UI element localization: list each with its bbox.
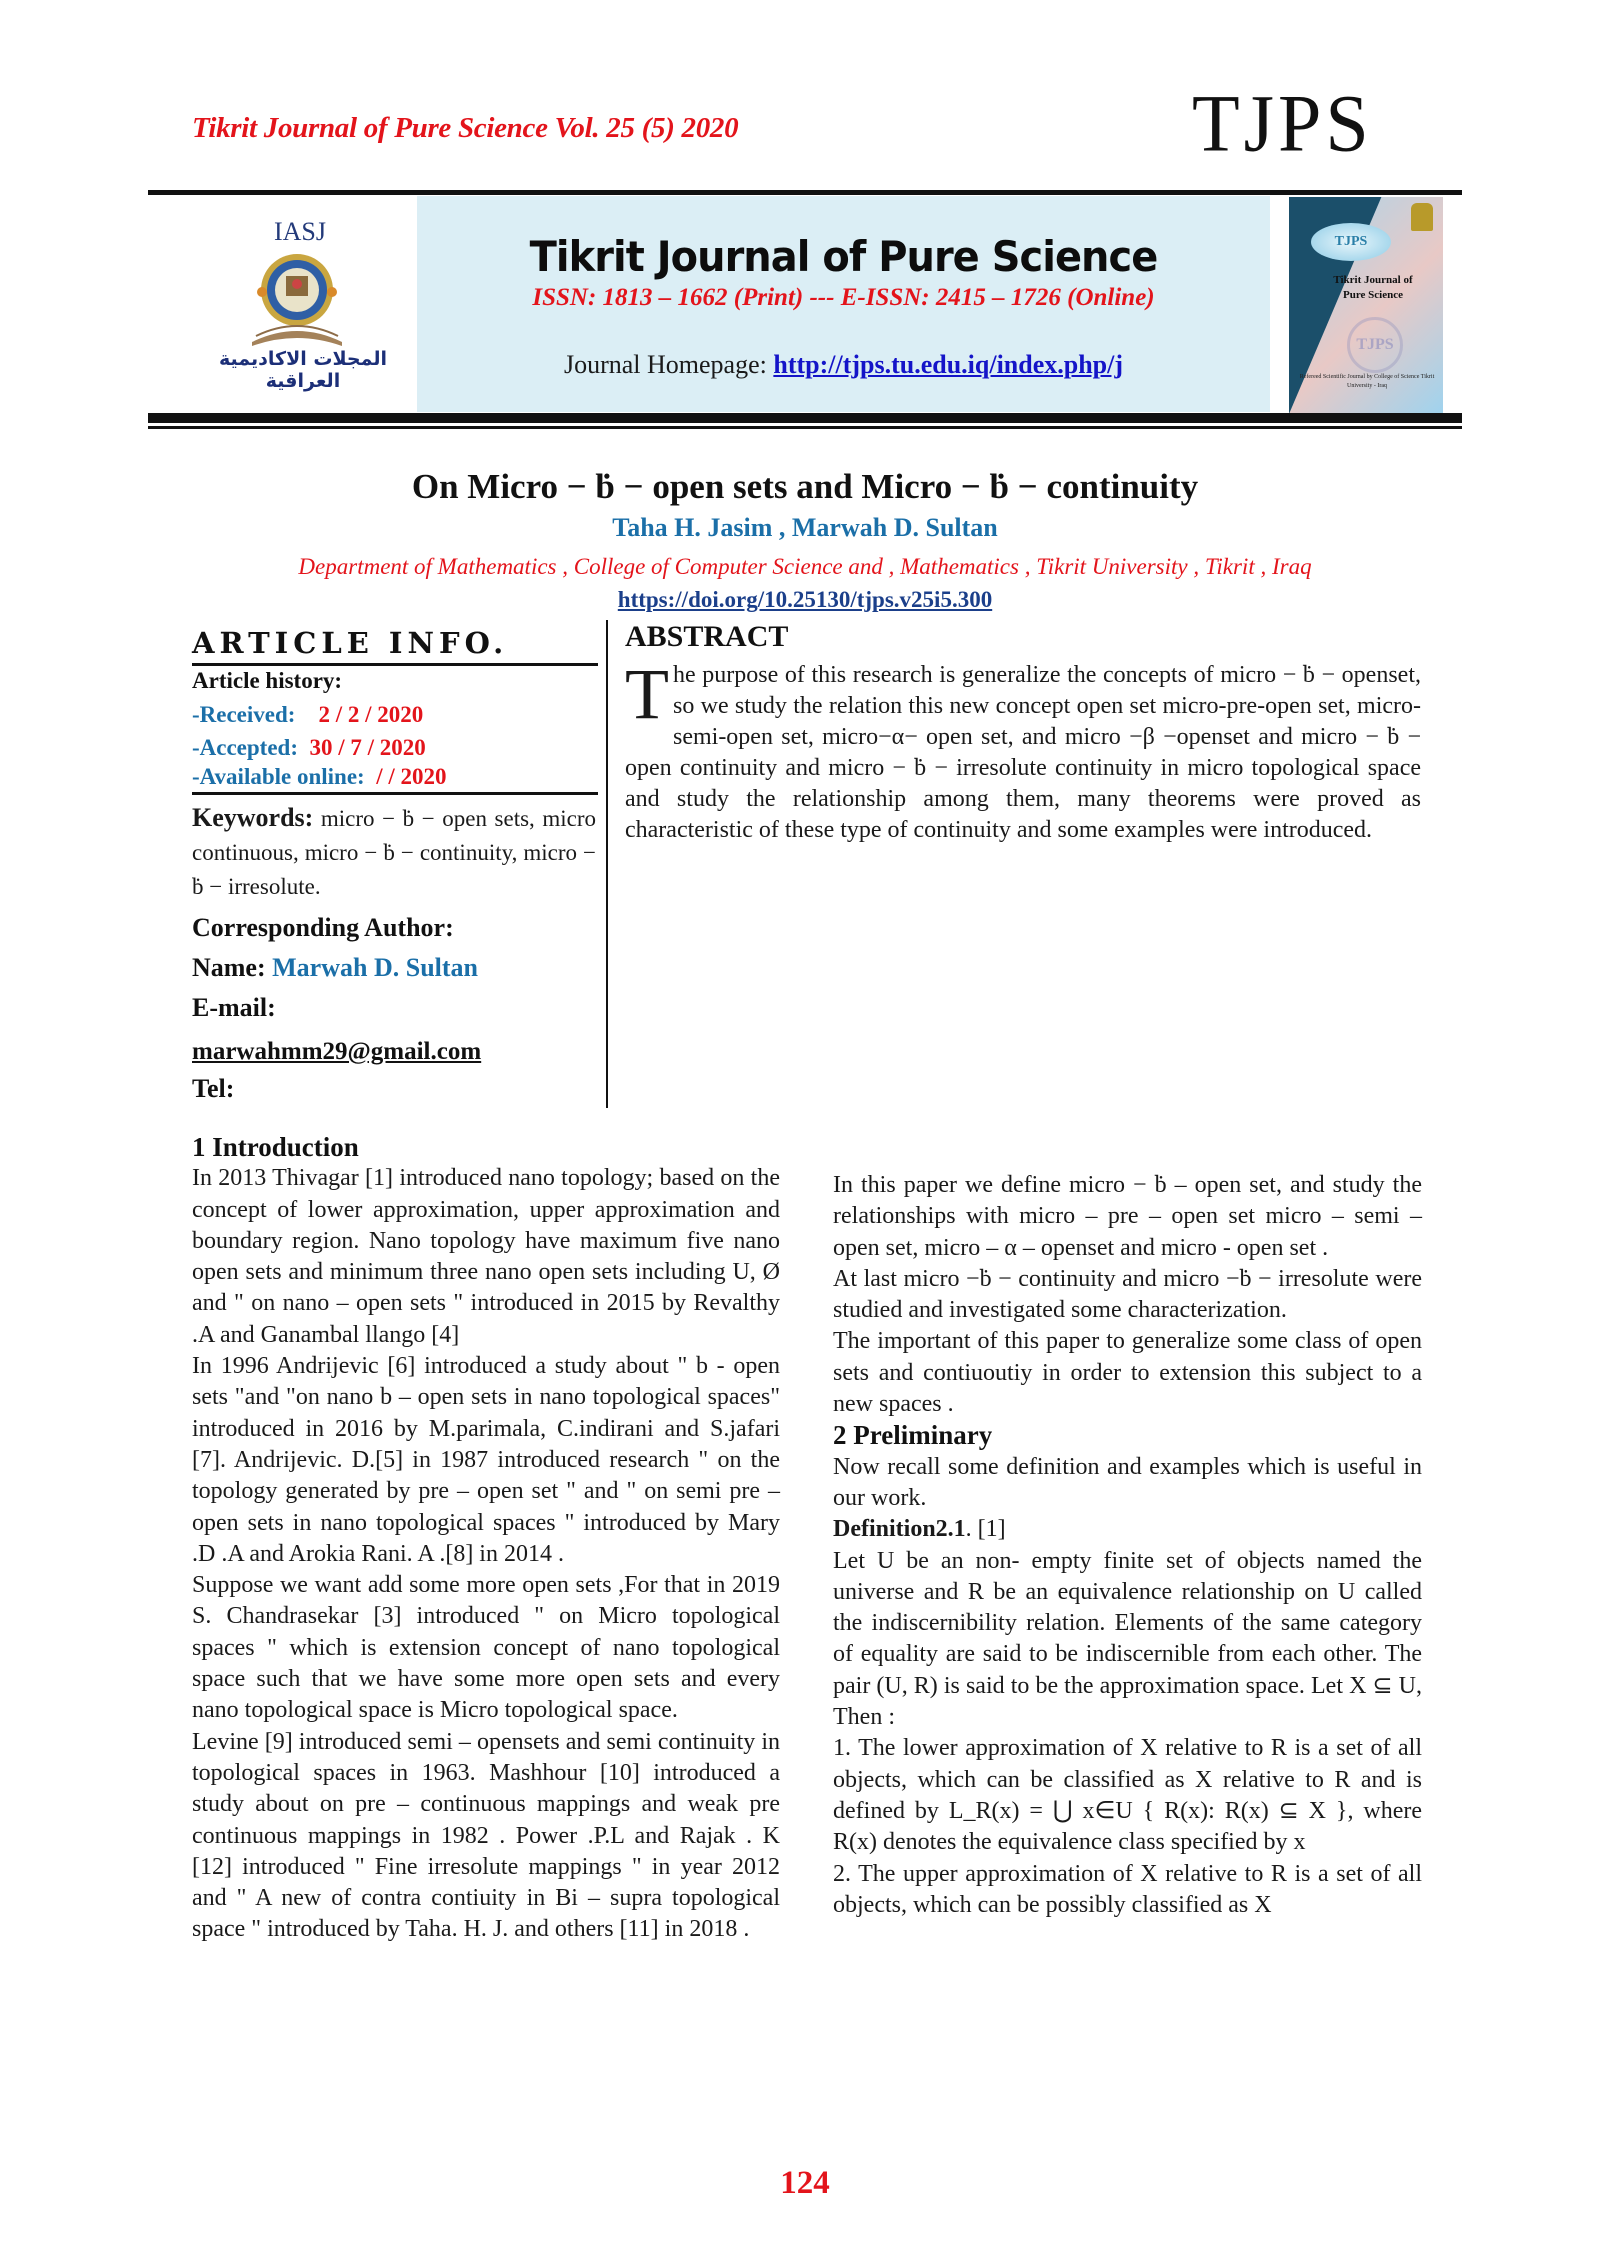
journal-cover-image (1289, 197, 1443, 414)
accepted-date (192, 735, 426, 761)
iasj-logo-arabic-text: المجلات الاكاديمية العراقية (219, 348, 387, 392)
keywords-label: Keywords: (192, 803, 314, 832)
corresponding-author-name (192, 953, 478, 983)
definition-paragraph: 1. The lower approximation of X relative to R is a set of all objects, which can be classified as X relative to R and is defined by L_R(x) = ⋃ x∈U { R(x): R(x) ⊆ X }, where R(x) denotes the equivalence class specified by x (833, 1735, 1422, 1856)
definition-label: Definition2.1 (833, 1516, 966, 1543)
doi (0, 587, 1600, 613)
cover-title: Tikrit Journal of Pure Science (1333, 274, 1413, 301)
journal-mark: TJPS (1192, 76, 1373, 169)
article-info-rule (192, 663, 598, 666)
issn-line: ISSN: 1813 – 1662 (Print) --- E-ISSN: 2415 – 1726 (Online) (532, 284, 1155, 311)
abstract-drop-cap: T (625, 654, 669, 734)
body-left-column (192, 1132, 780, 1946)
homepage-link[interactable]: http://tjps.tu.edu.iq/index.php/j (773, 350, 1124, 379)
body-paragraph: Suppose we want add some more open sets ,For that in 2019 S. Chandrasekar [3] introduced " on Micro topological spaces " which is extension concept of nano topological space such that we have some more open sets and every nano topological space is Micro topological space. (192, 1572, 780, 1724)
tel-label: Tel: (192, 1074, 235, 1103)
iasj-logo-label: IASJ (273, 217, 326, 246)
abstract-heading: ABSTRACT (625, 620, 789, 653)
body-paragraph: Now recall some definition and examples which is useful in our work. (833, 1453, 1422, 1511)
received-label: -Received: (192, 702, 296, 727)
cover-footer: Refereed Scientific Journal by College of Science Tikrit University - Iraq (1299, 374, 1435, 389)
name-value: Marwah D. Sultan (272, 953, 478, 982)
page-number: 124 (780, 2165, 830, 2201)
cover-watermark-icon: TJPS (1347, 317, 1403, 373)
abstract-body (625, 654, 1421, 846)
received-date (192, 702, 423, 728)
body-right-column (833, 1170, 1422, 1921)
journal-homepage (417, 350, 1270, 380)
banner-bottom-rule-thick (148, 413, 1462, 423)
definition-heading (833, 1514, 1422, 1545)
keywords-text: micro − ḃ − open sets, micro continuous, micro − ḃ − continuity, micro − ḃ − irresolute. (192, 806, 597, 899)
iasj-emblem-icon (242, 250, 352, 350)
name-label: Name: (192, 953, 273, 982)
doi-link[interactable]: https://doi.org/10.25130/tjps.v25i5.300 (617, 587, 993, 612)
section-heading-introduction: 1 Introduction (192, 1132, 359, 1162)
journal-name: Tikrit Journal of Pure Science (529, 232, 1158, 281)
article-history-label: Article history: (192, 668, 343, 693)
body-paragraph: In this paper we define micro − ḃ – open set, and study the relationships with micro – pre – open set micro – semi – open set, micro – α – openset and micro - open set . (833, 1172, 1422, 1261)
affiliation: Department of Mathematics , College of Computer Science and , Mathematics , Tikrit University , Tikrit , Iraq (298, 554, 1312, 579)
cover-emblem-icon (1411, 203, 1433, 231)
email-label: E-mail: (192, 993, 276, 1022)
available-online-date (192, 764, 447, 790)
article-info-heading: ARTICLE INFO. (192, 626, 509, 660)
section-heading-preliminary: 2 Preliminary (833, 1420, 993, 1451)
accepted-value: 30 / 7 / 2020 (309, 735, 426, 760)
definition-paragraph: Let U be an non- empty finite set of objects named the universe and R be an equivalence relationship on U called the indiscernibility relation. Elements of the same category of equality are said to be indiscernible from each other. The pair (U, R) is said to be the approximation space. Let X ⊆ U, Then : (833, 1547, 1422, 1731)
paper-title: On Micro − ḃ − open sets and Micro − ḃ − continuity (411, 467, 1199, 506)
body-paragraph: At last micro −ḃ − continuity and micro −ḃ − irresolute were studied and investigated some characterization. (833, 1265, 1422, 1324)
running-head: Tikrit Journal of Pure Science Vol. 25 (5) 2020 (192, 112, 739, 144)
accepted-label: -Accepted: (192, 735, 299, 760)
author-list: Taha H. Jasim , Marwah D. Sultan (612, 513, 998, 542)
available-value: / / 2020 (376, 764, 447, 789)
banner-top-rule (148, 190, 1462, 195)
body-paragraph: Levine [9] introduced semi – opensets and semi continuity in topological spaces in 1963. Mashhour [10] introduced a study about on pre – continuous mappings and weak pre continuous mappings in 1982 . Power .P.L and Rajak . K [12] introduced " Fine irresolute mappings " in year 2012 and " A new of contra contiuity in Bi – supra topological space " introduced by Taha. H. J. and others [11] in 2018 . (192, 1728, 780, 1943)
definition-paragraph: 2. The upper approximation of X relative to R is a set of all objects, which can be possibly classified as X (833, 1860, 1422, 1918)
cover-oval-badge: TJPS (1311, 223, 1391, 261)
banner-bottom-rule-thin (148, 426, 1462, 429)
corresponding-author-label: Corresponding Author: (192, 913, 454, 942)
article-info-divider (606, 620, 608, 1108)
definition-ref: . [1] (965, 1516, 1006, 1543)
body-paragraph: In 1996 Andrijevic [6] introduced a study about " b - open sets "and "on nano b – open sets in nano topological spaces" introduced in 2016 by M.parimala, C.indirani and S.jafari [7]. Andrijevic. D.[5] in 1987 introduced research " on the topology generated by pre – open set " and " on semi pre – open sets in nano topological spaces " introduced by Mary .D .A and Arokia Rani. A .[8] in 2014 . (192, 1353, 780, 1567)
received-value: 2 / 2 / 2020 (318, 702, 424, 727)
keywords (192, 801, 596, 904)
body-paragraph: The important of this paper to generalize some class of open sets and contiuoutiy in order to extension this subject to a new spaces . (833, 1328, 1422, 1418)
article-info-rule (192, 792, 598, 795)
abstract-text: he purpose of this research is generalize the concepts of micro − ḃ − openset, so we study the relation this new concept open set micro-pre-open set, micro-semi-open set, micro−α− open set, and micro −β −openset and micro − ḃ − open continuity and micro − ḃ − irresolute continuity in micro topological space and study the relationship among them, many theorems were proved as characteristic of these type of continuity and some examples were introduced. (625, 662, 1421, 843)
body-paragraph: In 2013 Thivagar [1] introduced nano topology; based on the concept of lower approximation, upper approximation and boundary region. Nano topology have maximum five nano open sets and minimum three nano open sets including U, Ø and " on nano – open sets " introduced in 2015 by Revalthy .A and Ganambal llango [4] (192, 1165, 780, 1348)
available-label: -Available online: (192, 764, 365, 789)
email-link[interactable]: marwahmm29@gmail.com (192, 1038, 482, 1065)
homepage-label: Journal Homepage: (563, 350, 774, 379)
